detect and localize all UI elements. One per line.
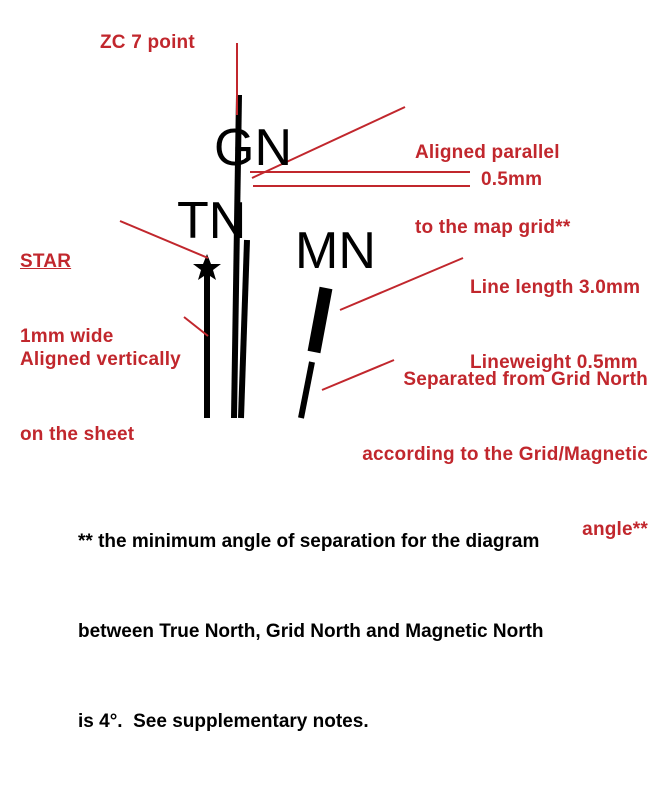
footnote-line1: ** the minimum angle of separation for the diagram <box>78 531 540 552</box>
magnetic-north-label: MN <box>295 222 376 280</box>
annotation-star-line2: 1mm wide <box>20 326 114 347</box>
footnote-line2: between True North, Grid North and Magnetic North <box>78 621 544 642</box>
annotation-separated-line1: Separated from Grid North <box>403 369 648 390</box>
annotation-line-length-line1: Line length 3.0mm <box>470 277 641 298</box>
magnetic-north-dash <box>314 288 326 352</box>
annotation-star-line1: STAR <box>20 251 72 272</box>
annotation-aligned-vertically-line2: on the sheet <box>20 424 135 445</box>
grid-north-label: GN <box>214 119 292 177</box>
grid-north-line-lower <box>241 240 247 418</box>
annotation-separated-line2: according to the Grid/Magnetic <box>362 444 648 465</box>
annotation-aligned-parallel-line1: Aligned parallel <box>415 142 560 163</box>
annotation-separated-line3: angle** <box>582 519 648 540</box>
magnetic-north-tail <box>301 362 312 418</box>
annotation-zc7-point: ZC 7 point <box>100 32 195 53</box>
annotation-line-length-line2: Lineweight 0.5mm <box>470 352 638 373</box>
footnote-line3: is 4°. See supplementary notes. <box>78 711 369 732</box>
footnote <box>78 467 544 797</box>
annotation-0-5mm: 0.5mm <box>481 169 543 190</box>
annotation-aligned-parallel-line2: to the map grid** <box>415 217 571 238</box>
annotation-aligned-vertically-line1: Aligned vertically <box>20 349 181 370</box>
true-north-label: TN <box>177 192 247 250</box>
